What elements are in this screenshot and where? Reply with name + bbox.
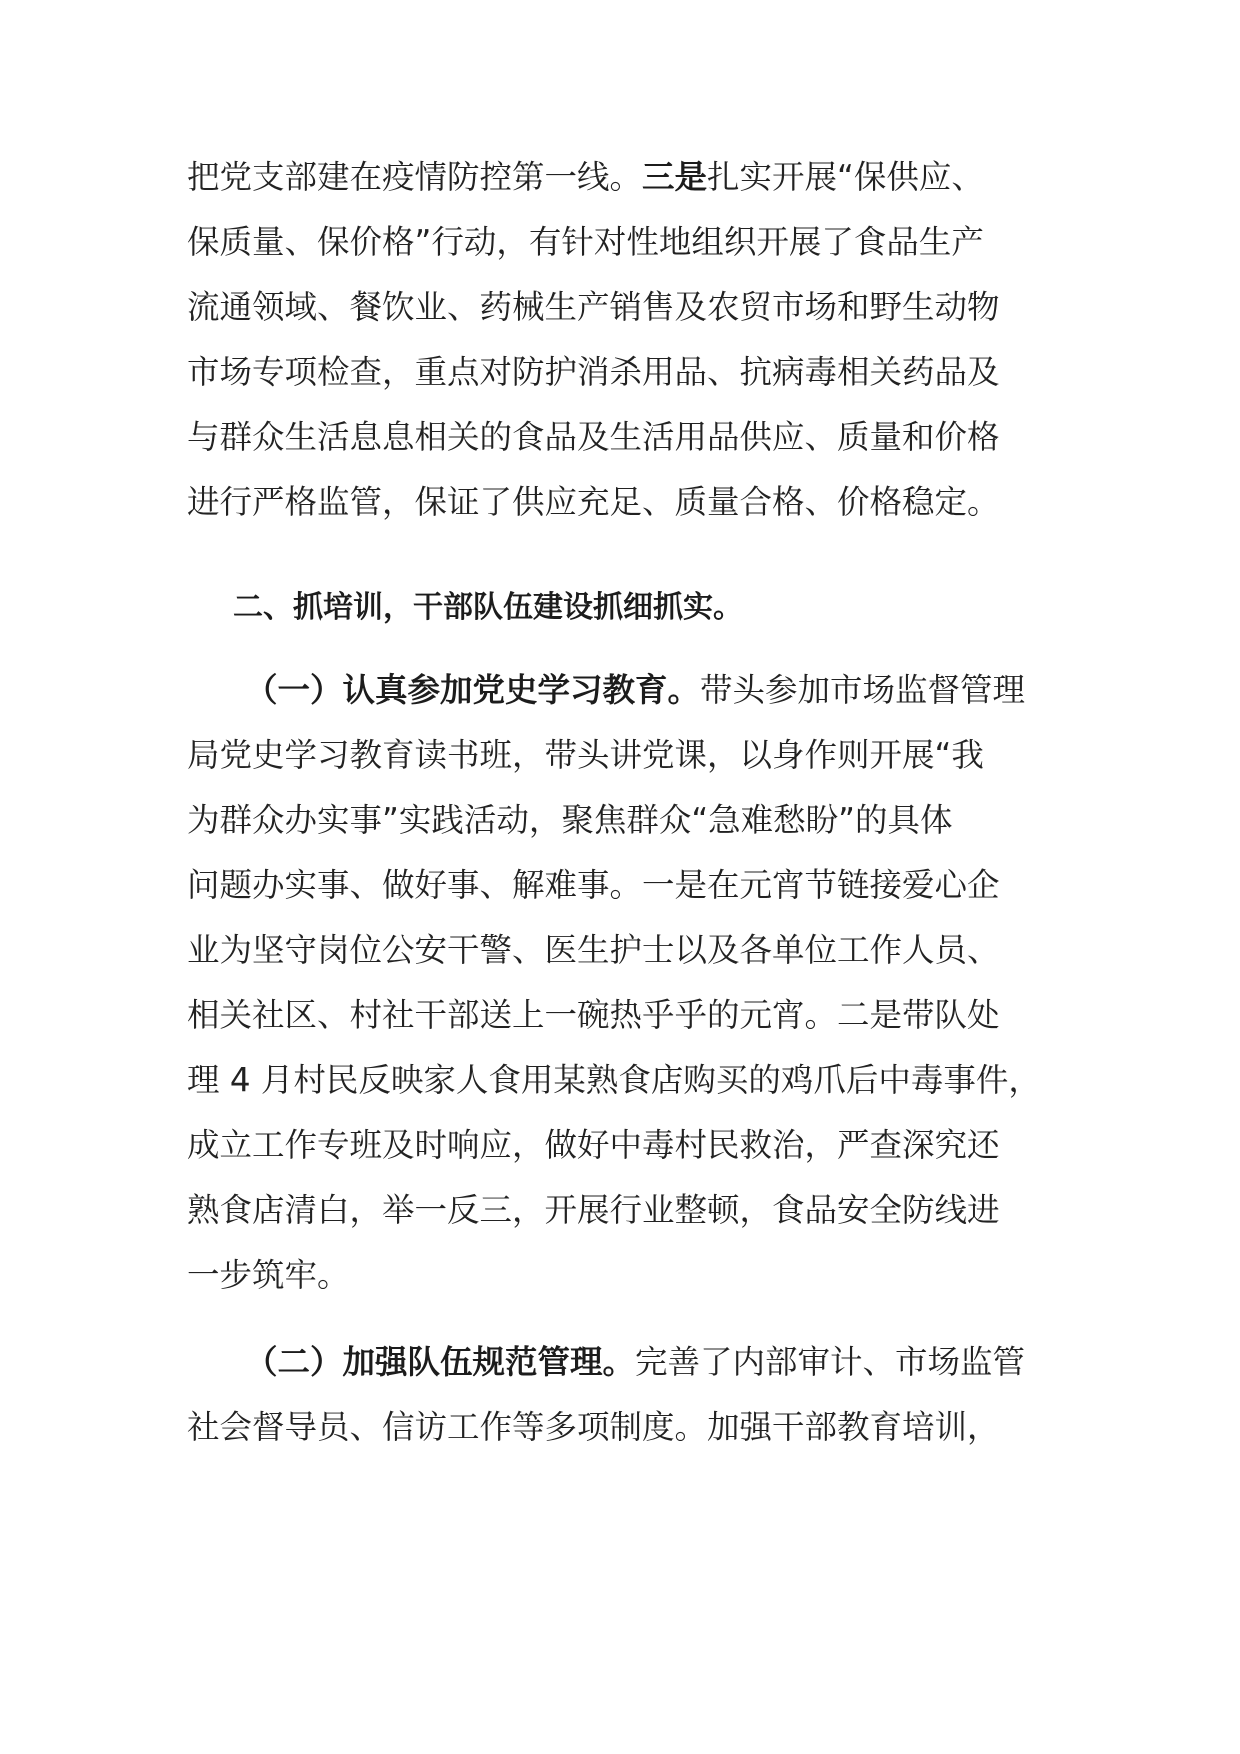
paragraph-1 <box>187 145 1067 535</box>
section-heading: 二、抓培训，干部队伍建设抓细抓实。 <box>233 590 743 625</box>
paragraph-1-line-4: 市场专项检查，重点对防护消杀用品、抗病毒相关药品及 <box>187 353 1000 391</box>
paragraph-1-line-1 <box>187 145 1067 210</box>
paragraph-3-line-1 <box>187 1330 1067 1395</box>
paragraph-1-line-2: 保质量、保价格”行动，有针对性地组织开展了食品生产 <box>187 223 984 261</box>
paragraph-2-line-2: 局党史学习教育读书班，带头讲党课，以身作则开展“我 <box>187 736 984 774</box>
paragraph-3-line-1-rest: 完善了内部审计、市场监管 <box>635 1343 1026 1381</box>
paragraph-2-line-10: 一步筑牢。 <box>187 1256 350 1294</box>
emphasis-san-shi: 三是 <box>642 158 708 196</box>
paragraph-2-line-6: 相关社区、村社干部送上一碗热乎乎的元宵。二是带队处 <box>187 996 1000 1034</box>
section-heading-para <box>187 575 1067 640</box>
subheading-1: （一）认真参加党史学习教育。 <box>245 671 701 709</box>
line-1-pre: 把党支部建在疫情防控第一线。 <box>187 158 643 196</box>
paragraph-2-line-7: 理 4 月村民反映家人食用某熟食店购买的鸡爪后中毒事件， <box>187 1061 1041 1099</box>
paragraph-2-line-3: 为群众办实事”实践活动，聚焦群众“急难愁盼”的具体 <box>187 801 953 839</box>
paragraph-3 <box>187 1330 1067 1460</box>
paragraph-3-line-2: 社会督导员、信访工作等多项制度。加强干部教育培训， <box>187 1408 1000 1446</box>
paragraph-1-text <box>187 145 1067 535</box>
paragraph-2-line-4: 问题办实事、做好事、解难事。一是在元宵节链接爱心企 <box>187 866 1000 904</box>
paragraph-2-line-8: 成立工作专班及时响应，做好中毒村民救治，严查深究还 <box>187 1126 1000 1164</box>
paragraph-1-line-5: 与群众生活息息相关的食品及生活用品供应、质量和价格 <box>187 418 1000 456</box>
subheading-2: （二）加强队伍规范管理。 <box>245 1343 636 1381</box>
paragraph-2-line-5: 业为坚守岗位公安干警、医生护士以及各单位工作人员、 <box>187 931 1000 969</box>
paragraph-2-text <box>187 658 1067 1308</box>
paragraph-1-line-6: 进行严格监管，保证了供应充足、质量合格、价格稳定。 <box>187 483 1000 521</box>
paragraph-1-line-3: 流通领域、餐饮业、药械生产销售及农贸市场和野生动物 <box>187 288 1000 326</box>
paragraph-2-line-9: 熟食店清白，举一反三，开展行业整顿，食品安全防线进 <box>187 1191 1000 1229</box>
paragraph-2-line-1 <box>187 658 1067 723</box>
paragraph-2 <box>187 658 1067 1308</box>
paragraph-2-line-1-rest: 带头参加市场监督管理 <box>700 671 1026 709</box>
paragraph-3-text <box>187 1330 1067 1460</box>
section-heading-block <box>187 575 1067 640</box>
line-1-post: 扎实开展“保供应、 <box>707 158 984 196</box>
